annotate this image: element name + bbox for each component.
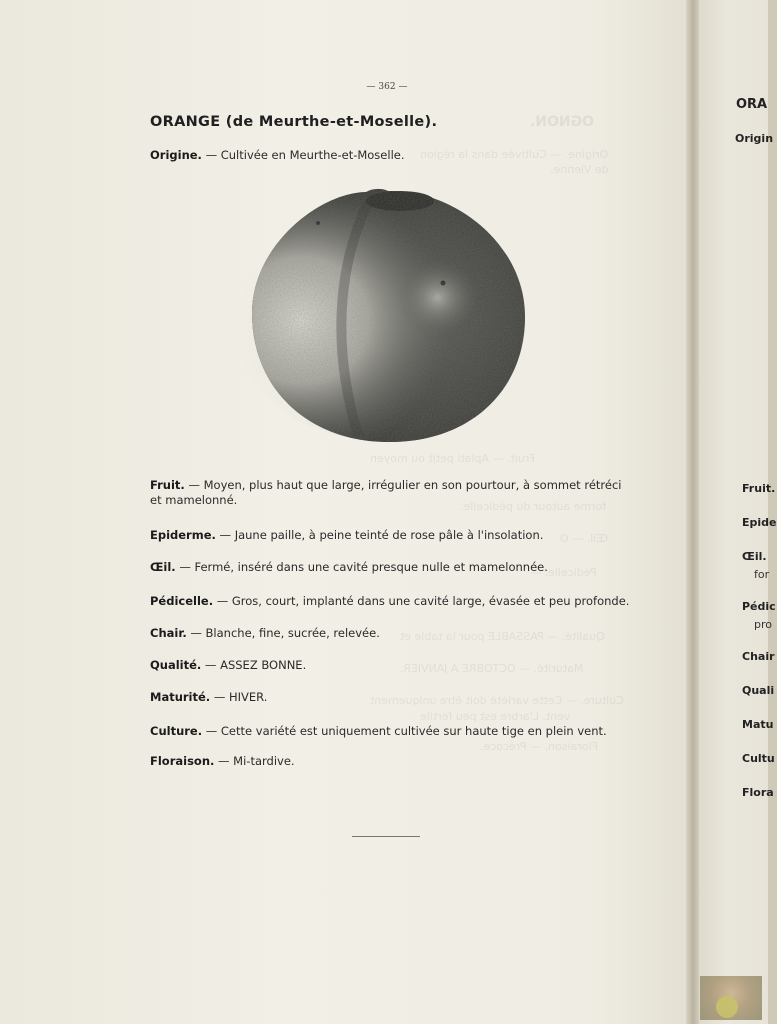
- epiderme-text: — Jaune paille, à peine teinté de rose pâle à l'insolation.: [215, 528, 544, 542]
- right-page: [699, 0, 777, 1024]
- corner-thumbnail-fruit: [716, 996, 738, 1018]
- maturite-label: Maturité.: [150, 690, 211, 704]
- end-rule-divider: [352, 836, 420, 837]
- description-qualite: [150, 658, 630, 673]
- chair-label: Chair.: [150, 626, 187, 640]
- bleed-through-culture-2: vent. L'arbre est peu fertile: [420, 710, 571, 723]
- oeil-label: Œil.: [150, 560, 176, 574]
- floraison-text: — Mi-tardive.: [214, 754, 295, 768]
- bleed-through-fruit-2: forme autour du pédicelle.: [460, 500, 607, 513]
- epiderme-label: Epiderme.: [150, 528, 216, 542]
- bleed-through-floraison: Floraison. — Précoce.: [480, 740, 598, 753]
- fruit-label: Fruit.: [150, 478, 185, 492]
- description-chair: [150, 626, 630, 641]
- right-page-item-pedicelle: Pédic: [742, 600, 776, 613]
- origin-text: — Cultivée en Meurthe-et-Moselle.: [201, 148, 405, 162]
- origin-label: Origine.: [150, 148, 202, 162]
- pedicelle-label: Pédicelle.: [150, 594, 214, 608]
- culture-label: Culture.: [150, 724, 203, 738]
- qualite-text: — ASSEZ BONNE.: [201, 658, 307, 672]
- description-epiderme: [150, 528, 630, 543]
- description-pedicelle: [150, 594, 630, 609]
- bleed-through-oeil: Œil. — O: [560, 532, 609, 545]
- chair-text: — Blanche, fine, sucrée, relevée.: [186, 626, 380, 640]
- description-fruit: [150, 478, 630, 508]
- right-page-item-chair: Chair: [742, 650, 775, 663]
- right-page-item-qualite: Quali: [742, 684, 775, 697]
- floraison-label: Floraison.: [150, 754, 215, 768]
- right-page-item-culture: Cultu: [742, 752, 775, 765]
- right-page-sub-1: for: [754, 568, 770, 581]
- description-maturite: [150, 690, 630, 705]
- right-page-heading: ORA: [736, 97, 768, 112]
- description-culture: [150, 724, 630, 739]
- maturite-text: — HIVER.: [210, 690, 268, 704]
- bleed-through-qualite: Qualité. — PASSABLE pour la table et: [400, 630, 605, 643]
- pedicelle-text: — Gros, court, implanté dans une cavité large, évasée et peu profonde.: [213, 594, 630, 608]
- bleed-through-culture: Culture. — Cette variété doit être uniquement: [370, 694, 624, 707]
- description-floraison: [150, 754, 630, 769]
- right-page-item-oeil: Œil.: [742, 550, 767, 563]
- qualite-label: Qualité.: [150, 658, 202, 672]
- right-page-origin: Origin: [735, 132, 774, 145]
- right-page-item-floraison: Flora: [742, 786, 774, 799]
- bleed-through-origin-2: de Vienne.: [550, 163, 609, 176]
- right-page-item-fruit: Fruit.: [742, 482, 776, 495]
- apple-photograph: [248, 185, 528, 447]
- page-title: ORANGE (de Meurthe-et-Moselle).: [150, 114, 438, 130]
- right-page-item-epiderme: Epide: [742, 516, 777, 529]
- bleed-through-title: OGNON.: [530, 114, 595, 130]
- culture-text: — Cette variété est uniquement cultivée sur haute tige en plein vent.: [202, 724, 607, 738]
- right-page-item-maturite: Matu: [742, 718, 774, 731]
- page-number: — 362 —: [366, 82, 408, 92]
- right-page-sub-2: pro: [754, 618, 772, 631]
- fruit-text: — Moyen, plus haut que large, irrégulier en son pourtour, à sommet rétréci et mamelonné.: [150, 478, 622, 507]
- bleed-through-fruit: Fruit. — Aplati petit ou moyen: [370, 452, 535, 465]
- oeil-text: — Fermé, inséré dans une cavité presque nulle et mamelonnée.: [175, 560, 548, 574]
- book-gutter: [686, 0, 700, 1024]
- bleed-through-maturite: Maturité. — OCTOBRE A JANVIER.: [400, 662, 584, 675]
- bleed-through-origin: Origine. — Cultivée dans la région: [420, 148, 609, 161]
- origin-line: [150, 148, 405, 162]
- bleed-through-pedicelle: Pédicelle. —: [530, 566, 597, 579]
- description-oeil: [150, 560, 630, 575]
